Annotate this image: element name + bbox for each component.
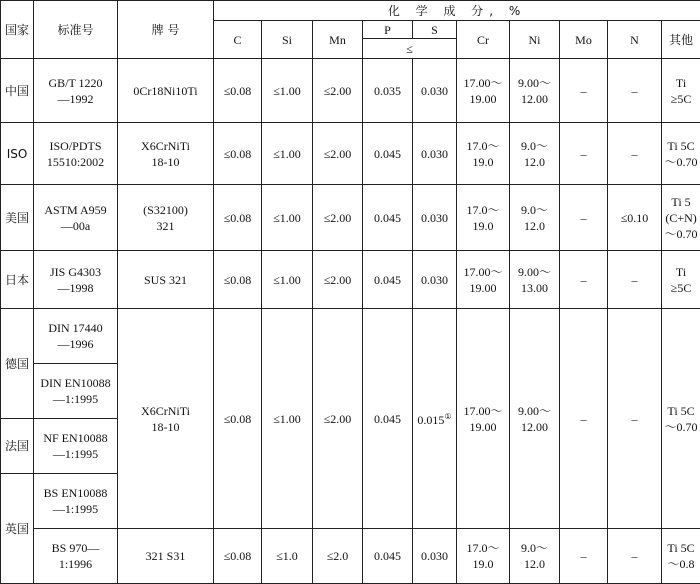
mn-cell: ≤2.00 xyxy=(313,185,363,251)
header-mo: Mo xyxy=(560,21,608,59)
n-cell: – xyxy=(608,59,662,123)
c-cell: ≤0.08 xyxy=(214,185,262,251)
grade-cell: X6CrNiTi 18-10 xyxy=(118,123,214,185)
mn-cell: ≤2.00 xyxy=(313,59,363,123)
c-cell: ≤0.08 xyxy=(214,251,262,309)
c-cell: ≤0.08 xyxy=(214,309,262,529)
cr-cell: 17.0～ 19.0 xyxy=(457,529,510,584)
table-row xyxy=(1,251,700,309)
other-cell: Ti 5C ～0.70 xyxy=(662,123,700,185)
cr-cell: 17.00～ 19.00 xyxy=(457,59,510,123)
n-cell: ≤0.10 xyxy=(608,185,662,251)
mn-cell: ≤2.0 xyxy=(313,529,363,584)
c-cell: ≤0.08 xyxy=(214,59,262,123)
mo-cell: – xyxy=(560,123,608,185)
n-cell: – xyxy=(608,123,662,185)
ni-cell: 9.0～ 12.0 xyxy=(510,529,560,584)
cr-cell: 17.0～ 19.0 xyxy=(457,185,510,251)
header-c: C xyxy=(214,21,262,59)
table-row xyxy=(1,185,700,251)
si-cell: ≤1.00 xyxy=(262,251,313,309)
header-si: Si xyxy=(262,21,313,59)
country-cell: 中国 xyxy=(1,59,34,123)
p-cell: 0.045 xyxy=(363,251,413,309)
mn-cell: ≤2.00 xyxy=(313,123,363,185)
country-cell-france: 法国 xyxy=(1,419,34,474)
header-n: N xyxy=(608,21,662,59)
mo-cell: – xyxy=(560,185,608,251)
other-cell: Ti 5 (C+N) ～0.70 xyxy=(662,185,700,251)
header-composition: 化 学 成 分, % xyxy=(214,1,700,21)
p-cell: 0.045 xyxy=(363,529,413,584)
other-cell: Ti ≥5C xyxy=(662,59,700,123)
other-cell: Ti 5C ～0.8 xyxy=(662,529,700,584)
n-cell: – xyxy=(608,529,662,584)
header-row-1 xyxy=(1,1,700,21)
ni-cell: 9.0～ 12.0 xyxy=(510,185,560,251)
cr-cell: 17.00～ 19.00 xyxy=(457,251,510,309)
si-cell: ≤1.00 xyxy=(262,123,313,185)
country-cell-germany: 德国 xyxy=(1,309,34,419)
country-cell: 日本 xyxy=(1,251,34,309)
standard-cell: DIN 17440 —1996 xyxy=(34,309,118,364)
header-other: 其他 xyxy=(662,21,700,59)
mo-cell: – xyxy=(560,309,608,529)
header-p: P xyxy=(363,21,413,39)
header-mn: Mn xyxy=(313,21,363,59)
ni-cell: 9.0～ 12.0 xyxy=(510,123,560,185)
standard-cell: JIS G4303 —1998 xyxy=(34,251,118,309)
header-s: S xyxy=(413,21,457,39)
header-ps-le: ≤ xyxy=(363,39,457,59)
cr-cell: 17.00～ 19.00 xyxy=(457,309,510,529)
grade-cell: SUS 321 xyxy=(118,251,214,309)
header-country: 国家 xyxy=(1,1,34,59)
ni-cell: 9.00～ 13.00 xyxy=(510,251,560,309)
mo-cell: – xyxy=(560,59,608,123)
other-cell: Ti ≥5C xyxy=(662,251,700,309)
s-value: 0.015 xyxy=(417,413,444,427)
standard-cell: ASTM A959 —00a xyxy=(34,185,118,251)
standard-cell: BS EN10088 —1:1995 xyxy=(34,474,118,529)
si-cell: ≤1.00 xyxy=(262,59,313,123)
c-cell: ≤0.08 xyxy=(214,123,262,185)
country-cell: ISO xyxy=(1,123,34,185)
grade-cell: (S32100) 321 xyxy=(118,185,214,251)
mo-cell: – xyxy=(560,251,608,309)
s-cell: 0.030 xyxy=(413,123,457,185)
s-cell: 0.030 xyxy=(413,529,457,584)
standard-cell: ISO/PDTS 15510:2002 xyxy=(34,123,118,185)
other-cell: Ti 5C ～0.70 xyxy=(662,309,700,529)
p-cell: 0.035 xyxy=(363,59,413,123)
table-row xyxy=(1,59,700,123)
n-cell: – xyxy=(608,309,662,529)
header-standard: 标准号 xyxy=(34,1,118,59)
p-cell: 0.045 xyxy=(363,309,413,529)
si-cell: ≤1.00 xyxy=(262,309,313,529)
standard-cell: GB/T 1220 —1992 xyxy=(34,59,118,123)
grade-cell: 321 S31 xyxy=(118,529,214,584)
c-cell: ≤0.08 xyxy=(214,529,262,584)
si-cell: ≤1.0 xyxy=(262,529,313,584)
country-cell: 美国 xyxy=(1,185,34,251)
ni-cell: 9.00～ 12.00 xyxy=(510,59,560,123)
country-cell-uk: 英国 xyxy=(1,474,34,584)
header-grade: 牌 号 xyxy=(118,1,214,59)
standard-cell: BS 970— 1:1996 xyxy=(34,529,118,584)
ni-cell: 9.00～ 12.00 xyxy=(510,309,560,529)
si-cell: ≤1.00 xyxy=(262,185,313,251)
mn-cell: ≤2.00 xyxy=(313,251,363,309)
s-cell xyxy=(413,309,457,529)
grade-cell: 0Cr18Ni10Ti xyxy=(118,59,214,123)
p-cell: 0.045 xyxy=(363,123,413,185)
s-cell: 0.030 xyxy=(413,251,457,309)
s-cell: 0.030 xyxy=(413,59,457,123)
standard-cell: NF EN10088 —1:1995 xyxy=(34,419,118,474)
grade-cell: X6CrNiTi 18-10 xyxy=(118,309,214,529)
standard-cell: DIN EN10088 —1:1995 xyxy=(34,364,118,419)
s-cell: 0.030 xyxy=(413,185,457,251)
footnote-marker: ① xyxy=(444,412,451,421)
table-row xyxy=(1,529,700,584)
p-cell: 0.045 xyxy=(363,185,413,251)
mn-cell: ≤2.00 xyxy=(313,309,363,529)
header-ni: Ni xyxy=(510,21,560,59)
header-cr: Cr xyxy=(457,21,510,59)
n-cell: – xyxy=(608,251,662,309)
mo-cell: – xyxy=(560,529,608,584)
cr-cell: 17.0～ 19.0 xyxy=(457,123,510,185)
table-row xyxy=(1,309,700,364)
table-row xyxy=(1,123,700,185)
